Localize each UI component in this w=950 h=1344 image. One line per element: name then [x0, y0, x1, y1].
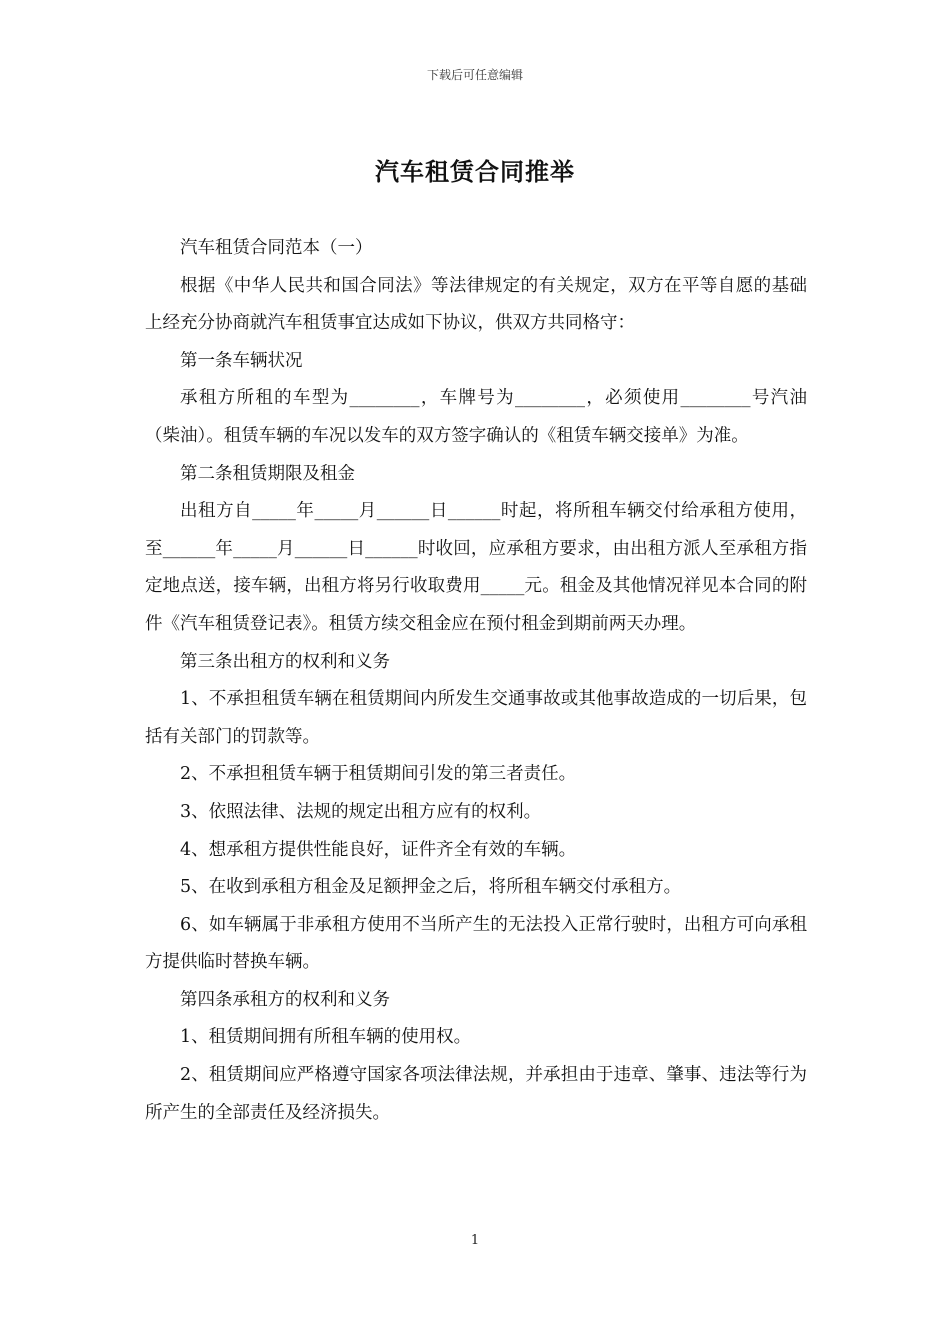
article-1-heading: 第一条车辆状况 — [180, 350, 303, 371]
header-note: 下载后可任意编辑 — [426, 68, 523, 82]
document-title: 汽车租赁合同推举 — [375, 157, 575, 186]
article-4-item-2: 2、租赁期间应严格遵守国家各项法律法规，并承担由于违章、肇事、违法等行为所产生的全部责任及经济损失。 — [145, 1065, 807, 1123]
article-2-heading: 第二条租赁期限及租金 — [180, 463, 355, 484]
article-3-item-5: 5、在收到承租方租金及足额押金之后，将所租车辆交付承租方。 — [180, 877, 682, 898]
article-3-item-6: 6、如车辆属于非承租方使用不当所产生的无法投入正常行驶时，出租方可向承租方提供临时替换车辆。 — [145, 914, 807, 973]
article-3-item-1: 1、不承担租赁车辆在租赁期间内所发生交通事故或其他事故造成的一切后果，包括有关部门的罚款等。 — [145, 689, 807, 747]
article-3-heading: 第三条出租方的权利和义务 — [180, 651, 390, 672]
article-3-item-4: 4、想承租方提供性能良好，证件齐全有效的车辆。 — [180, 839, 577, 860]
article-3-item-3: 3、依照法律、法规的规定出租方应有的权利。 — [180, 801, 542, 822]
document-body — [145, 230, 807, 1132]
article-1-text: 承租方所租的车型为________，车牌号为________，必须使用________号汽油（柴油）。租赁车辆的车况以发车的双方签字确认的《租赁车辆交接单》为准。 — [145, 388, 807, 446]
paragraph-template-heading: 汽车租赁合同范本（一） — [180, 238, 373, 258]
paragraph-preamble: 根据《中华人民共和国合同法》等法律规定的有关规定，双方在平等自愿的基础上经充分协商就汽车租赁事宜达成如下协议，供双方共同格守： — [145, 275, 807, 334]
article-4-heading: 第四条承租方的权利和义务 — [180, 989, 390, 1010]
article-3-item-2: 2、不承担租赁车辆于租赁期间引发的第三者责任。 — [180, 764, 577, 785]
article-4-item-1: 1、租赁期间拥有所租车辆的使用权。 — [180, 1027, 472, 1048]
page-number: 1 — [470, 1233, 480, 1248]
article-2-text: 出租方自_____年_____月______日______时起，将所租车辆交付给承租方使用，至______年_____月______日______时收回，应承租方要求，由出租方派人至承租方指定地点送，接车辆，出租方将另行收取费用_____元。租金及其他情况祥见本合同的附件《汽车租赁登记表》。租赁方续交租金应在预付租金到期前两天办理。 — [145, 501, 807, 634]
